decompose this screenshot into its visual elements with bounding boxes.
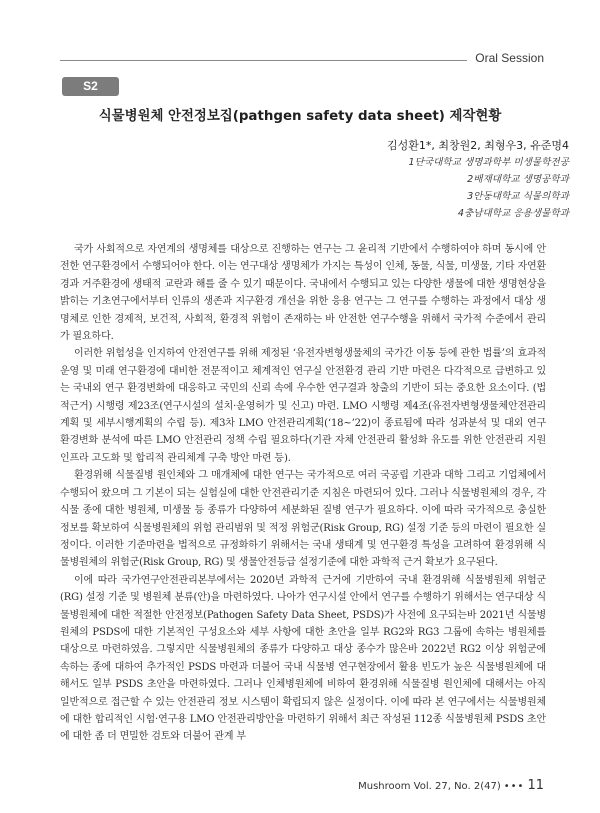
page-number: 11 — [527, 778, 544, 793]
journal-info: Mushroom Vol. 27, No. 2(47) — [358, 781, 501, 792]
session-label: Oral Session — [475, 51, 544, 65]
header-rule — [60, 60, 467, 61]
abstract-body — [60, 241, 546, 746]
affiliation-1: 1단국대학교 생명과학부 미생물학전공 — [408, 157, 569, 168]
author-list: 김성환1*, 최창원2, 최형우3, 유준명4 — [387, 139, 569, 152]
paragraph-4: 이에 따라 국가연구안전관리본부에서는 2020년 과학적 근거에 기반하여 국내 환경위해 식물병원체 위험군(RG) 설정 기준 및 병원체 분류(안)을 마련하였다. 나아가 연구시설 안에서 연구를 수행하기 위해서는 연구대상 식물병원체에 대한 적절한 안전정보(Pathogen Safety Data Sheet, PSDS)가 사전에 요구되는바 2021년 식물병원체의 PSDS에 대한 기본적인 구성요소와 세부 사항에 대한 초안을 일부 RG2와 RG3 그룹에 속하는 병원체를 대상으로 마련하였음. 그렇지만 식물병원체의 종류가 다양하고 대상 종수가 많은바 2022년 RG2 이상 위험군에 속하는 종에 대하여 추가적인 PSDS 마련과 더불어 국내 식물병 연구현장에서 활용 빈도가 높은 식물병원체에 대해서도 일부 PSDS 초안을 마련하였다. 그러나 인체병원체에 비하여 환경위해 식물질병 원인체에 대해서는 아직 일반적으로 접근할 수 있는 안전관리 정보 시스템이 확립되지 않은 실정이다. 이에 따라 본 연구에서는 식물병원체에 대한 합리적인 시험·연구용 LMO 안전관리방안을 마련하기 위해서 최근 작성된 112종 식물병원체 PSDS 초안에 대한 좀 더 면밀한 검토와 더불어 관계 부 — [60, 574, 546, 743]
affiliation-list — [409, 154, 569, 222]
page-footer — [358, 778, 544, 793]
session-badge: S2 — [62, 77, 119, 96]
paragraph-2: 이러한 위험성을 인지하여 안전연구를 위해 제정된 ‘유전자변형생물체의 국가간 이동 등에 관한 법률’의 효과적 운영 및 미래 연구환경에 대비한 전문적이고 체계적인 연구실 안전환경 관리 기반 마련은 다각적으로 급변하고 있는 국내외 연구 환경변화에 대응하고 국민의 신뢰 속에 우수한 연구결과 창출의 기반이 되는 중요한 요소이다. (법적근거) 시행령 제23조(연구시설의 설치·운영허가 및 신고) 마련. LMO 시행령 제4조(유전자변형생물체안전관리계획 및 세부시행계획의 수립 등). 제3차 LMO 안전관리계획(‘18~’22)이 종료됨에 따라 성과분석 및 대외 연구 환경변화 분석에 따른 LMO 안전관리 정책 수립 필요하다(기관 자체 안전관리 활성화 유도를 위한 안전관리 지원 인프라 고도화 및 합리적 관리체계 구축 방안 마련 등). — [60, 348, 546, 464]
affiliation-3: 3안동대학교 식물의학과 — [467, 191, 569, 202]
paragraph-1: 국가 사회적으로 자연계의 생명체를 대상으로 진행하는 연구는 그 윤리적 기반에서 수행하여야 하며 동시에 안전한 연구환경에서 수행되어야 한다. 이는 연구대상 생명체가 가지는 특성이 인체, 동물, 식물, 미생물, 기타 자연환경과 거주환경에 생태적 교란과 해를 줄 수 있기 때문이다. 국내에서 수행되고 있는 다양한 생물에 대한 생명현상을 밝히는 기초연구에서부터 인류의 생존과 지구환경 개선을 위한 응용 연구는 그 연구를 수행하는 과정에서 대상 생명체로 인한 경제적, 보건적, 사회적, 환경적 위험이 존재하는 바 안전한 연구수행을 위해서 국가적 수준에서 관리가 필요하다. — [60, 244, 546, 343]
affiliation-2: 2배재대학교 생명공학과 — [467, 174, 569, 185]
footer-dots: ••• — [503, 781, 525, 792]
paragraph-3: 환경위해 식물질병 원인체와 그 매개체에 대한 연구는 국가적으로 여러 국공립 기관과 대학 그리고 기업체에서 수행되어 왔으며 그 기본이 되는 실험실에 대한 안전관리기준 지침은 마련되어 있다. 그러나 식물병원체의 경우, 각 식물 종에 대한 병원체, 미생물 등 종류가 다양하여 세분화된 질병 연구가 필요하다. 이에 따라 국가적으로 충실한 정보를 확보하여 식물병원체의 위험 관리범위 및 적정 위험군(Risk Group, RG) 설정 기준 등의 마련이 필요한 실정이다. 이러한 기준마련을 법적으로 규정화하기 위해서는 국내 생태계 및 연구환경 특성을 고려하여 환경위해 식물병원체의 위험군(Risk Group, RG) 및 생물안전등급 설정기준에 대한 과학적 근거 확보가 요구된다. — [60, 470, 546, 569]
affiliation-4: 4충남대학교 응용생물학과 — [457, 208, 569, 219]
article-title: 식물병원체 안전정보집(pathgen safety data sheet) 제작현황 — [98, 109, 502, 124]
